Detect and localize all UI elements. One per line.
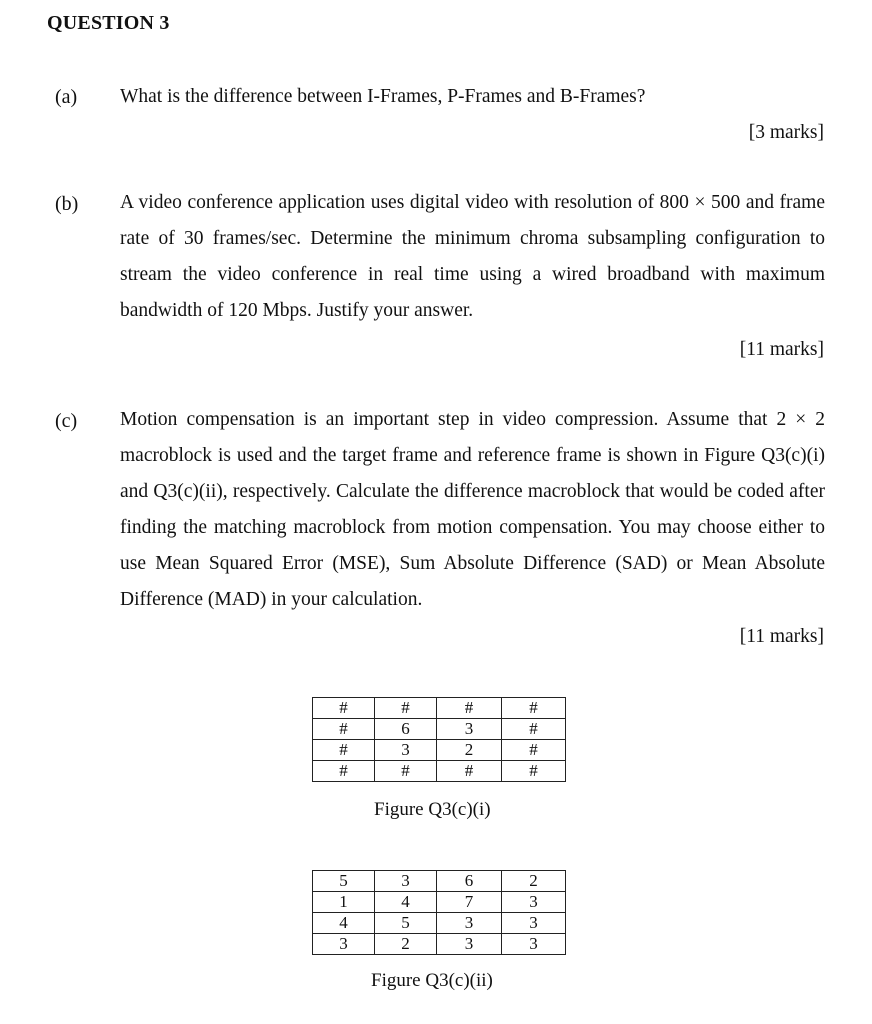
table-cell: # xyxy=(502,740,566,761)
table-row xyxy=(313,934,566,955)
table-cell: # xyxy=(375,761,437,782)
table-cell: 2 xyxy=(375,934,437,955)
question-b-marks: [11 marks] xyxy=(739,339,824,360)
table-cell: 3 xyxy=(502,892,566,913)
table-cell: 3 xyxy=(375,740,437,761)
table-cell: 3 xyxy=(313,934,375,955)
table-cell: # xyxy=(437,698,502,719)
question-b-text: A video conference application uses digital video with resolution of 800 × 500 and frame rate of 30 frames/sec. Determine the minimum chroma subsampling configuration to stream the video conference in real time using a wired broadband with maximum bandwidth of 120 Mbps. Justify your answer. xyxy=(120,192,825,321)
figure-caption-i: Figure Q3(c)(i) xyxy=(374,799,491,820)
table-row xyxy=(313,761,566,782)
table-cell: 5 xyxy=(313,871,375,892)
question-a-label: (a) xyxy=(55,86,78,108)
table-cell: 3 xyxy=(502,913,566,934)
table-row xyxy=(313,871,566,892)
table-row xyxy=(313,892,566,913)
table-cell: # xyxy=(502,698,566,719)
table-cell: # xyxy=(313,698,375,719)
table-cell: # xyxy=(375,698,437,719)
table-cell: 2 xyxy=(502,871,566,892)
question-c-marks: [11 marks] xyxy=(739,626,824,647)
table-cell: # xyxy=(313,761,375,782)
table-row xyxy=(313,698,566,719)
table-cell: 4 xyxy=(313,913,375,934)
question-a-marks: [3 marks] xyxy=(748,122,824,143)
table-cell: 3 xyxy=(375,871,437,892)
page-title: QUESTION 3 xyxy=(47,12,170,34)
target-frame-table xyxy=(312,697,566,782)
table-row xyxy=(313,913,566,934)
table-cell: 6 xyxy=(375,719,437,740)
table-cell: 3 xyxy=(437,913,502,934)
table-row xyxy=(313,740,566,761)
table-cell: 2 xyxy=(437,740,502,761)
table-cell: 5 xyxy=(375,913,437,934)
table-cell: # xyxy=(313,719,375,740)
question-c-label: (c) xyxy=(55,410,78,432)
question-b-label: (b) xyxy=(55,193,79,215)
table-cell: # xyxy=(437,761,502,782)
table-cell: 4 xyxy=(375,892,437,913)
table-cell: 6 xyxy=(437,871,502,892)
question-a-text: What is the difference between I-Frames, P-Frames and B-Frames? xyxy=(120,86,646,107)
reference-frame-table xyxy=(312,870,566,955)
table-cell: 3 xyxy=(502,934,566,955)
table-cell: # xyxy=(313,740,375,761)
table-cell: 3 xyxy=(437,934,502,955)
table-cell: # xyxy=(502,719,566,740)
table-cell: # xyxy=(502,761,566,782)
figure-caption-ii: Figure Q3(c)(ii) xyxy=(371,970,493,991)
question-c-text: Motion compensation is an important step in video compression. Assume that 2 × 2 macroblock is used and the target frame and reference frame is shown in Figure Q3(c)(i) and Q3(c)(ii), respectively. Calculate the difference macroblock that would be coded after finding the matching macroblock from motion compensation. You may choose either to use Mean Squared Error (MSE), Sum Absolute Difference (SAD) or Mean Absolute Difference (MAD) in your calculation. xyxy=(120,409,825,610)
table-cell: 3 xyxy=(437,719,502,740)
table-cell: 1 xyxy=(313,892,375,913)
table-row xyxy=(313,719,566,740)
table-cell: 7 xyxy=(437,892,502,913)
